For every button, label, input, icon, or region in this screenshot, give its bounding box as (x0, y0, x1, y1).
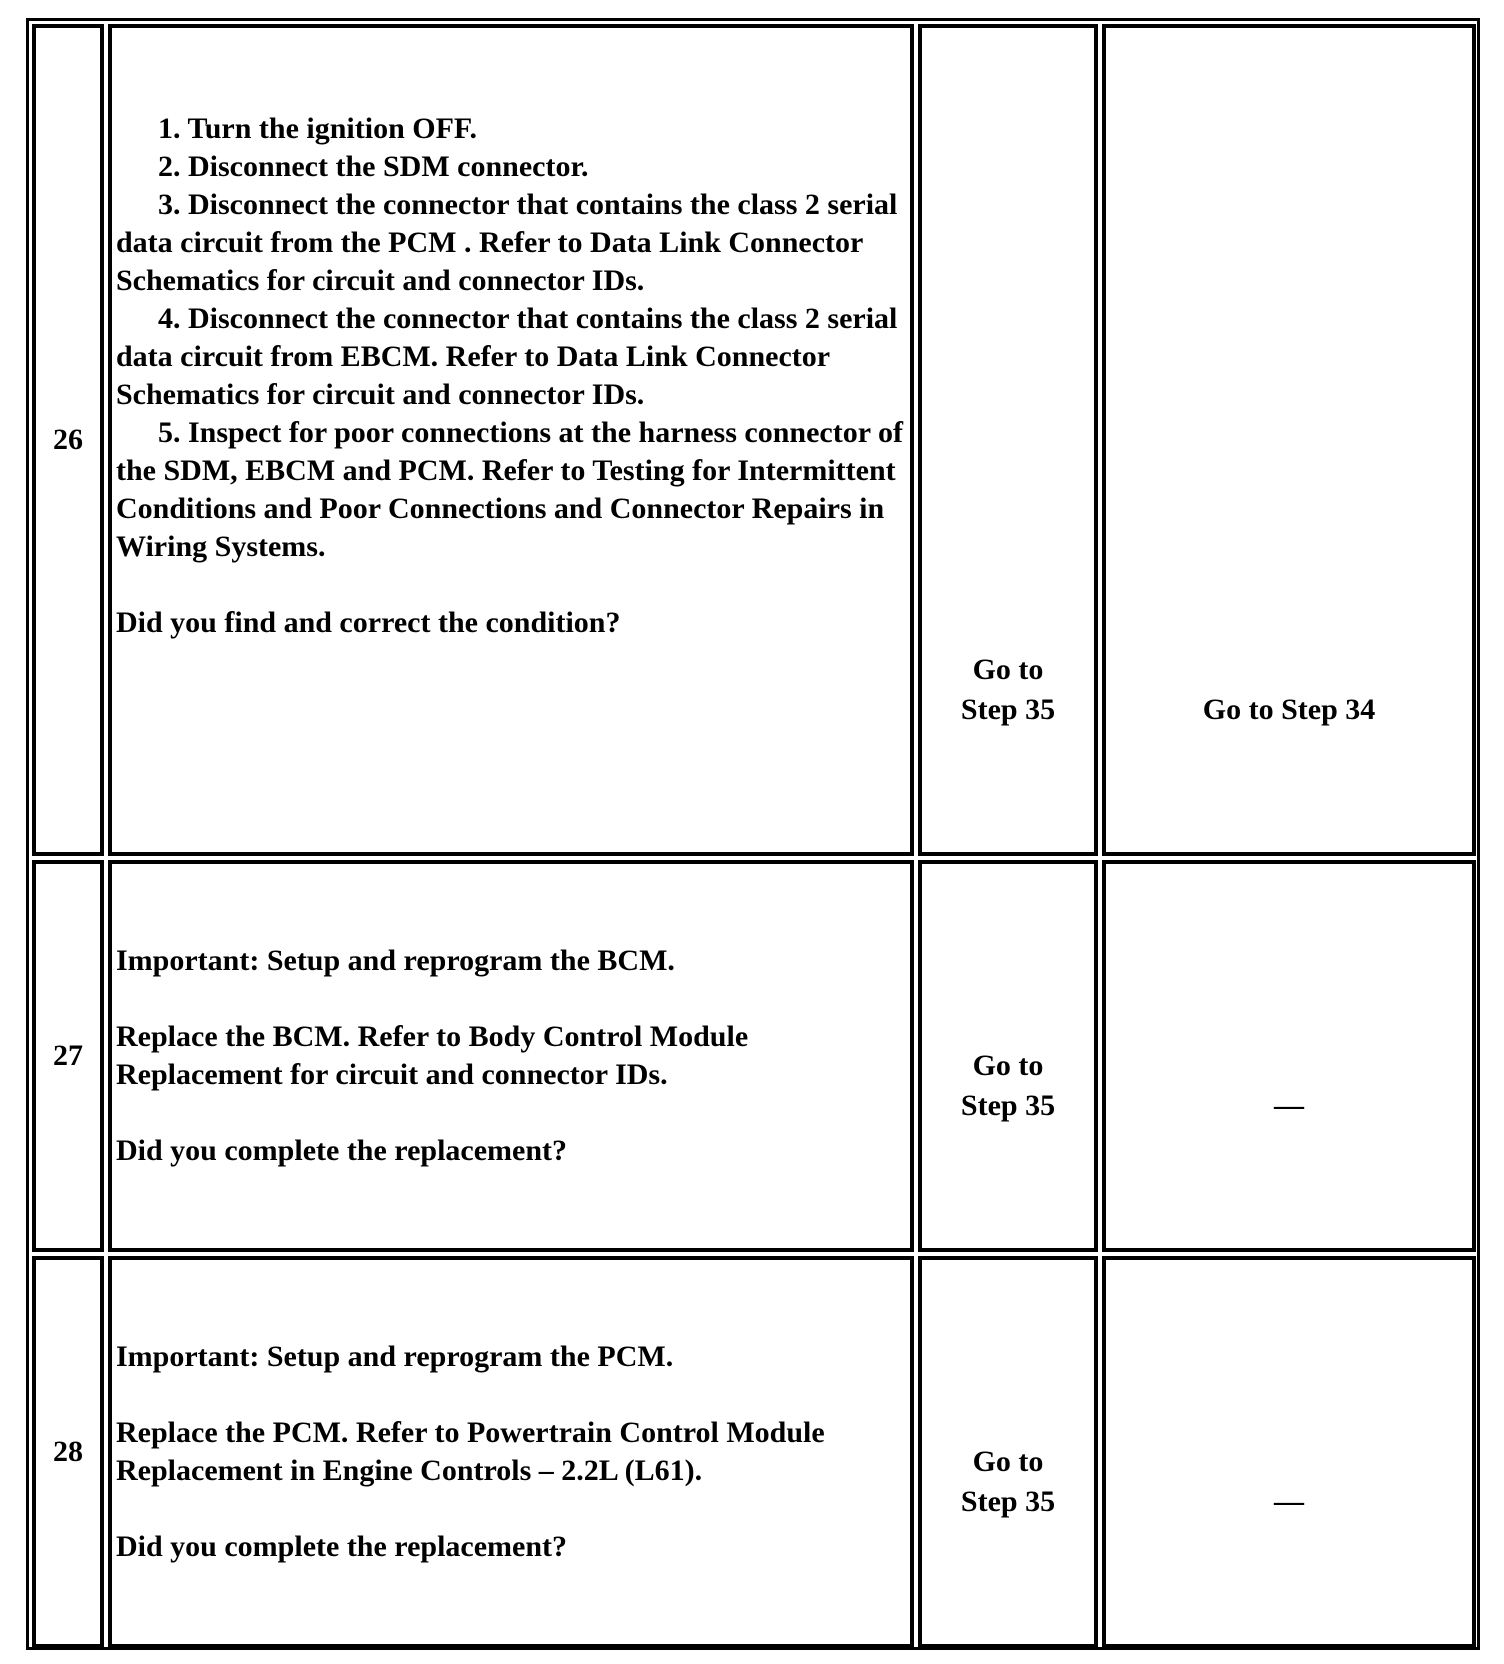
no-result: Go to Step 34 (1202, 693, 1376, 726)
question: Did you complete the replacement? (116, 1134, 568, 1167)
step-number: 28 (53, 1435, 83, 1468)
action-text (116, 110, 904, 642)
step-number: 27 (53, 1039, 83, 1072)
yes-result-line1: Go to (972, 1445, 1044, 1478)
yes-cell (918, 24, 1098, 856)
instruction-body: Replace the BCM. Refer to Body Control Module Replacement for circuit and connector IDs. (116, 1020, 749, 1091)
important-note: Important: Setup and reprogram the BCM. (116, 944, 675, 977)
action-text (116, 1338, 904, 1566)
instruction-step: 3. Disconnect the connector that contains the class 2 serial data circuit from the PCM . Refer to Data Link Connector Schematics for circuit and connector IDs. (116, 188, 898, 297)
step-number-cell (32, 860, 104, 1252)
yes-result-line1: Go to (972, 653, 1044, 686)
yes-cell (918, 1256, 1098, 1648)
important-note: Important: Setup and reprogram the PCM. (116, 1340, 674, 1373)
instruction-step: 2. Disconnect the SDM connector. (158, 150, 589, 183)
action-cell (108, 1256, 914, 1648)
no-result: — (1274, 1089, 1304, 1122)
yes-result-line2: Step 35 (960, 1485, 1056, 1518)
no-cell (1102, 24, 1476, 856)
yes-result-line2: Step 35 (960, 693, 1056, 726)
instruction-step: 1. Turn the ignition OFF. (158, 112, 477, 145)
question: Did you complete the replacement? (116, 1530, 568, 1563)
yes-cell (918, 860, 1098, 1252)
action-cell (108, 860, 914, 1252)
instruction-step: 4. Disconnect the connector that contains the class 2 serial data circuit from EBCM. Refer to Data Link Connector Schematics for circuit and connector IDs. (116, 302, 898, 411)
yes-result-line1: Go to (972, 1049, 1044, 1082)
action-cell (108, 24, 914, 856)
step-number-cell (32, 1256, 104, 1648)
action-text (116, 942, 904, 1170)
no-cell (1102, 1256, 1476, 1648)
no-cell (1102, 860, 1476, 1252)
yes-result-line2: Step 35 (960, 1089, 1056, 1122)
instruction-body: Replace the PCM. Refer to Powertrain Control Module Replacement in Engine Controls – 2.2L (L61). (116, 1416, 825, 1487)
instruction-step: 5. Inspect for poor connections at the harness connector of the SDM, EBCM and PCM. Refer to Testing for Intermittent Conditions and Poor Connections and Connector Repairs in Wiring Systems. (116, 416, 903, 563)
no-result: — (1274, 1485, 1304, 1518)
question: Did you find and correct the condition? (116, 606, 621, 639)
step-number: 26 (53, 423, 83, 456)
step-number-cell (32, 24, 104, 856)
